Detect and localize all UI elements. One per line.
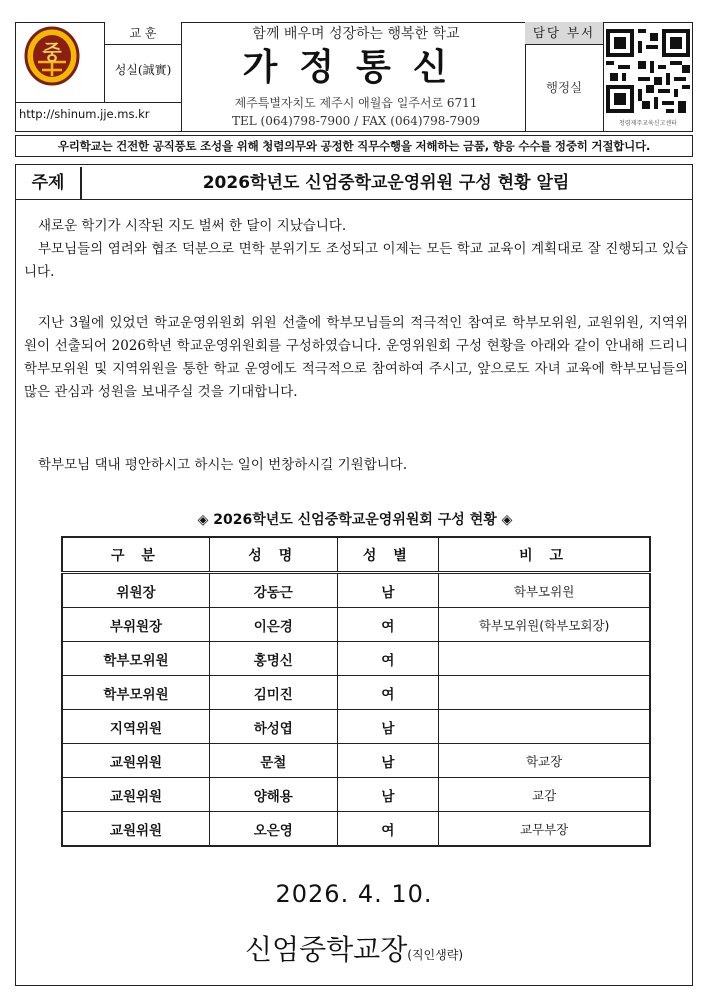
role-cell: 지역위원 <box>62 710 209 744</box>
signer <box>15 928 693 968</box>
table-row <box>62 710 650 744</box>
gender-cell: 남 <box>337 778 439 812</box>
signer-note: (직인생략) <box>407 948 464 962</box>
qr-caption: 청렴제주교육신고센터 <box>619 120 677 127</box>
note-cell: 학교장 <box>439 744 650 778</box>
phone-fax-line: TEL (064)798-7900 / FAX (064)798-7909 <box>231 114 481 128</box>
integrity-notice: 우리학교는 건전한 공직풍토 조성을 위해 청렴의무와 공정한 직무수행을 저해하는 금품, 향응 수수를 정중히 거절합니다. <box>15 135 693 157</box>
table-title: ◈ 2026학년도 신엄중학교운영위원회 구성 현황 ◈ <box>197 512 513 528</box>
role-cell: 학부모위원 <box>62 642 209 676</box>
name-cell: 강동근 <box>209 573 337 608</box>
note-cell: 교감 <box>439 778 650 812</box>
issue-date: 2026. 4. 10. <box>275 880 433 908</box>
name-cell: 홍명신 <box>209 642 337 676</box>
note-cell: 교무부장 <box>439 812 650 847</box>
paragraph: 부모님들의 염려와 협조 덕분으로 면학 분위기도 조성되고 이제는 모든 학교 교육이 계획대로 잘 진행되고 있습니다. <box>24 241 688 280</box>
name-cell: 문철 <box>209 744 337 778</box>
name-cell: 하성엽 <box>209 710 337 744</box>
motto-label: 교 훈 <box>105 22 181 44</box>
svg-text:중: 중 <box>42 40 62 64</box>
gender-cell: 여 <box>337 676 439 710</box>
column-header: 성 명 <box>209 537 337 573</box>
note-cell <box>439 676 650 710</box>
role-cell: 교원위원 <box>62 778 209 812</box>
school-url[interactable]: http://shinum.jje.ms.kr <box>19 107 150 121</box>
department-value: 행정실 <box>545 80 583 95</box>
letterhead <box>15 22 693 132</box>
main-paragraph <box>24 312 688 404</box>
note-cell: 학부모위원 <box>439 573 650 608</box>
table-row <box>62 608 650 642</box>
note-cell <box>439 710 650 744</box>
role-cell: 교원위원 <box>62 744 209 778</box>
signer-name: 신엄중학교장 <box>244 933 408 966</box>
name-cell: 이은경 <box>209 608 337 642</box>
table-row <box>62 812 650 847</box>
school-logo <box>24 26 80 88</box>
motto-value: 성실(誠實) <box>114 63 172 77</box>
gender-cell: 여 <box>337 812 439 847</box>
column-header: 성 별 <box>337 537 439 573</box>
table-row <box>62 573 650 608</box>
role-cell: 교원위원 <box>62 812 209 847</box>
role-cell: 학부모위원 <box>62 676 209 710</box>
table-row <box>62 778 650 812</box>
subject-title: 2026학년도 신엄중학교운영위원 구성 현황 알림 <box>202 173 570 193</box>
qr-code-icon <box>606 26 690 116</box>
department-label: 담당 부서 <box>525 22 603 44</box>
qr-code[interactable] <box>606 26 690 130</box>
closing-paragraph <box>24 454 688 477</box>
gender-cell: 남 <box>337 744 439 778</box>
name-cell: 오은영 <box>209 812 337 847</box>
school-address <box>187 94 525 130</box>
role-cell: 부위원장 <box>62 608 209 642</box>
gender-cell: 여 <box>337 642 439 676</box>
paragraph: 지난 3월에 있었던 학교운영위원회 위원 선출에 학부모님들의 적극적인 참여로 학부모위원, 교원위원, 지역위원이 선출되어 2026학년 학교운영위원회를 구성하였습니다. 운영위원회 구성 현황을 아래와 같이 안내해 드리니 학부모위원 및 지역위원을 통한 학교 운영에도 적극적으로 참여하여 주시고, 앞으로도 자녀 교육에 학부모님들의 많은 관심과 성원을 보내주실 것을 기대합니다. <box>24 315 688 400</box>
name-cell: 양해용 <box>209 778 337 812</box>
school-slogan: 함께 배우며 성장하는 행복한 학교 <box>252 26 460 42</box>
note-cell <box>439 642 650 676</box>
role-cell: 위원장 <box>62 573 209 608</box>
paragraph: 새로운 학기가 시작된 지도 벌써 한 달이 지났습니다. <box>38 218 347 234</box>
table-header-row <box>62 537 650 573</box>
divider <box>603 22 604 132</box>
address-line: 제주특별자치도 제주시 애월읍 일주서로 6711 <box>234 96 478 110</box>
gender-cell: 남 <box>337 710 439 744</box>
table-row <box>62 642 650 676</box>
committee-table <box>61 536 651 847</box>
gender-cell: 여 <box>337 608 439 642</box>
table-row <box>62 744 650 778</box>
column-header: 비 고 <box>439 537 650 573</box>
subject-label: 주제 <box>16 167 82 199</box>
intro-paragraphs <box>24 215 688 284</box>
name-cell: 김미진 <box>209 676 337 710</box>
table-row <box>62 676 650 710</box>
paragraph: 학부모님 댁내 평안하시고 하시는 일이 번창하시길 기원합니다. <box>38 457 408 473</box>
document-title: 가정통신 <box>242 47 470 88</box>
note-cell: 학부모위원(학부모회장) <box>439 608 650 642</box>
column-header: 구 분 <box>62 537 209 573</box>
gender-cell: 남 <box>337 573 439 608</box>
